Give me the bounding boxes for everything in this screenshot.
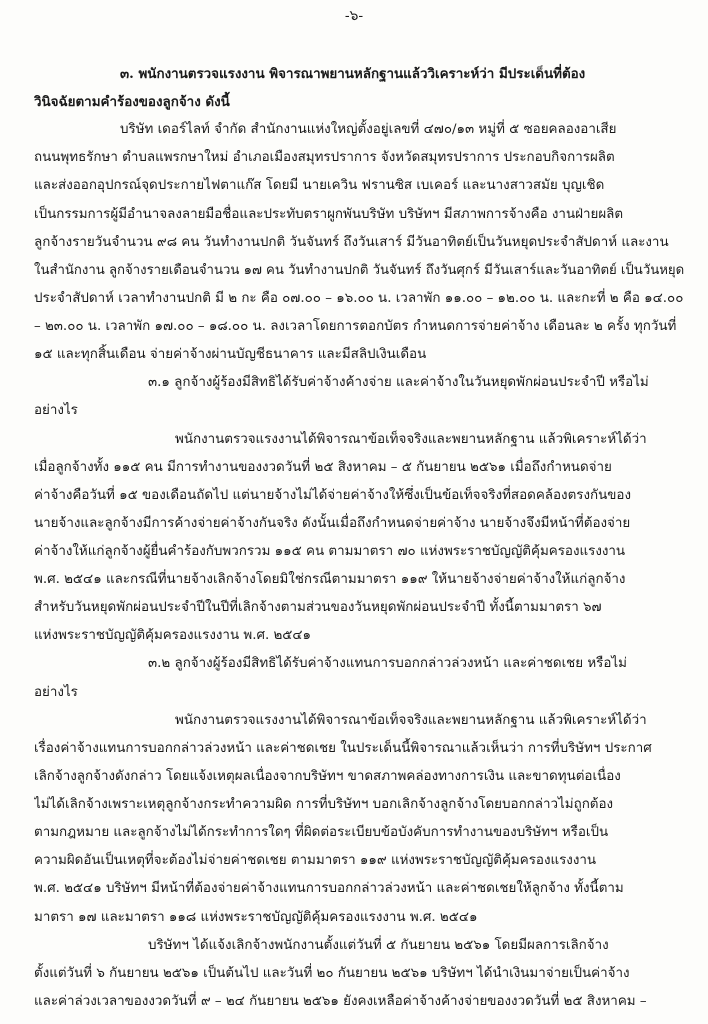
paragraph-line: เลิกจ้างลูกจ้างดังกล่าว โดยแจ้งเหตุผลเนื่องจากบริษัทฯ ขาดสภาพคล่องทางการเงิน และขาดทุนต่อเนื่อง — [34, 769, 621, 784]
paragraph-line: ค่าจ้างให้แก่ลูกจ้างผู้ยื่นคำร้องกับพวกรวม ๑๑๕ คน ตามมาตรา ๗๐ แห่งพระราชบัญญัติคุ้มครองแรงงาน — [34, 544, 626, 559]
paragraph-line: – ๒๓.๐๐ น. เวลาพัก ๑๗.๐๐ – ๑๘.๐๐ น. ลงเวลาโดยการตอกบัตร กำหนดการจ่ายค่าจ้าง เดือนละ ๒ ครั้ง ทุกวันที่ — [34, 319, 677, 334]
paragraph-line: ในสำนักงาน ลูกจ้างรายเดือนจำนวน ๑๗ คน วันทำงานปกติ วันจันทร์ ถึงวันศุกร์ มีวันเสาร์และวันอาทิตย์ เป็นวันหยุด — [34, 263, 685, 278]
paragraph-line: พนักงานตรวจแรงงานได้พิจารณาข้อเท็จจริงและพยานหลักฐาน แล้วพิเคราะห์ได้ว่า — [175, 432, 647, 447]
paragraph-line: เรื่องค่าจ้างแทนการบอกกล่าวล่วงหน้า และค่าชดเชย ในประเด็นนี้พิจารณาแล้วเห็นว่า การที่บริษัทฯ ประกาศ — [34, 741, 652, 756]
paragraph-line: ความผิดอันเป็นเหตุที่จะต้องไม่จ่ายค่าชดเชย ตามมาตรา ๑๑๙ แห่งพระราชบัญญัติคุ้มครองแรงงาน — [34, 853, 597, 868]
paragraph-line: พ.ศ. ๒๕๔๑ บริษัทฯ มีหน้าที่ต้องจ่ายค่าจ้างแทนการบอกกล่าวล่วงหน้า และค่าชดเชยให้ลูกจ้าง ทั้งนี้ตาม — [34, 881, 624, 896]
subsection-heading: ๓.๑ ลูกจ้างผู้ร้องมีสิทธิได้รับค่าจ้างค้างจ่าย และค่าจ้างในวันหยุดพักผ่อนประจำปี หรือไม่ — [148, 375, 649, 390]
section-heading: ๓. พนักงานตรวจแรงงาน พิจารณาพยานหลักฐานแล้ววิเคราะห์ว่า มีประเด็นที่ต้อง — [120, 66, 586, 82]
paragraph-line: พ.ศ. ๒๕๔๑ และกรณีที่นายจ้างเลิกจ้างโดยมิใช่กรณีตามมาตรา ๑๑๙ ให้นายจ้างจ่ายค่าจ้างให้แก่ลูกจ้าง — [34, 572, 626, 587]
paragraph-line: ตั้งแต่วันที่ ๖ กันยายน ๒๕๖๑ เป็นต้นไป และวันที่ ๒๐ กันยายน ๒๕๖๑ บริษัทฯ ได้นำเงินมาจ่ายเป็นค่าจ้าง — [34, 966, 630, 981]
paragraph-line: พนักงานตรวจแรงงานได้พิจารณาข้อเท็จจริงและพยานหลักฐาน แล้วพิเคราะห์ได้ว่า — [175, 713, 647, 728]
paragraph-line: และส่งออกอุปกรณ์จุดประกายไฟตาแก๊ส โดยมี นายเควิน ฟรานซิส เบเคอร์ และนางสาวสมัย บุญเชิด — [34, 178, 605, 193]
paragraph-line: แห่งพระราชบัญญัติคุ้มครองแรงงาน พ.ศ. ๒๕๔๑ — [34, 628, 312, 643]
paragraph-line: บริษัท เดอร์ไลท์ จำกัด สำนักงานแห่งใหญ่ตั้งอยู่เลขที่ ๔๗๐/๑๓ หมู่ที่ ๕ ซอยคลองอาเสีย — [120, 122, 617, 137]
page-number: -๖- — [344, 8, 364, 24]
paragraph-line: ลูกจ้างรายวันจำนวน ๙๘ คน วันทำงานปกติ วันจันทร์ ถึงวันเสาร์ มีวันอาทิตย์เป็นวันหยุดประจำสัปดาห์ และงาน — [34, 235, 669, 250]
paragraph-line: บริษัทฯ ได้แจ้งเลิกจ้างพนักงานตั้งแต่วันที่ ๕ กันยายน ๒๕๖๑ โดยมีผลการเลิกจ้าง — [148, 938, 609, 953]
paragraph-line: ค่าจ้างคือวันที่ ๑๕ ของเดือนถัดไป แต่นายจ้างไม่ได้จ่ายค่าจ้างให้ซึ่งเป็นข้อเท็จจริงที่สอดคล้องตรงกันของ — [34, 488, 632, 503]
subsection-heading: อย่างไร — [34, 403, 78, 418]
subsection-heading: อย่างไร — [34, 685, 78, 700]
paragraph-line: และค่าล่วงเวลาของงวดวันที่ ๙ – ๒๔ กันยายน ๒๕๖๑ ยังคงเหลือค่าจ้างค้างจ่ายของงวดวันที่ ๒๕ สิงหาคม – — [34, 994, 647, 1009]
subsection-heading: ๓.๒ ลูกจ้างผู้ร้องมีสิทธิได้รับค่าจ้างแทนการบอกกล่าวล่วงหน้า และค่าชดเชย หรือไม่ — [148, 656, 627, 671]
paragraph-line: ถนนพุทธรักษา ตำบลแพรกษาใหม่ อำเภอเมืองสมุทรปราการ จังหวัดสมุทรปราการ ประกอบกิจการผลิต — [34, 150, 615, 165]
paragraph-line: เป็นกรรมการผู้มีอำนาจลงลายมือชื่อและประทับตราผูกพันบริษัท บริษัทฯ มีสภาพการจ้างคือ งานฝ่ายผลิต — [34, 207, 624, 222]
paragraph-line: ไม่ได้เลิกจ้างเพราะเหตุลูกจ้างกระทำความผิด การที่บริษัทฯ บอกเลิกจ้างลูกจ้างโดยบอกกล่าวไม่ถูกต้อง — [34, 797, 614, 812]
paragraph-line: เมื่อลูกจ้างทั้ง ๑๑๕ คน มีการทำงานของงวดวันที่ ๒๕ สิงหาคม – ๕ กันยายน ๒๕๖๑ เมื่อถึงกำหนดจ่าย — [34, 460, 612, 475]
paragraph-line: ประจำสัปดาห์ เวลาทำงานปกติ มี ๒ กะ คือ ๐๗.๐๐ – ๑๖.๐๐ น. เวลาพัก ๑๑.๐๐ – ๑๒.๐๐ น. และกะที่ ๒ คือ ๑๔.๐๐ — [34, 291, 684, 306]
paragraph-line: นายจ้างและลูกจ้างมีการค้างจ่ายค่าจ้างกันจริง ดังนั้นเมื่อถึงกำหนดจ่ายค่าจ้าง นายจ้างจึงมีหน้าที่ต้องจ่าย — [34, 516, 631, 531]
paragraph-line: สำหรับวันหยุดพักผ่อนประจำปีในปีที่เลิกจ้างตามส่วนของวันหยุดพักผ่อนประจำปี ทั้งนี้ตามมาตรา ๖๗ — [34, 600, 602, 615]
paragraph-line: ๑๕ และทุกสิ้นเดือน จ่ายค่าจ้างผ่านบัญชีธนาคาร และมีสลิปเงินเดือน — [34, 347, 427, 362]
section-heading: วินิจฉัยตามคำร้องของลูกจ้าง ดังนี้ — [34, 94, 230, 110]
paragraph-line: มาตรา ๑๗ และมาตรา ๑๑๘ แห่งพระราชบัญญัติคุ้มครองแรงงาน พ.ศ. ๒๕๔๑ — [34, 910, 478, 925]
paragraph-line: ตามกฎหมาย และลูกจ้างไม่ได้กระทำการใดๆ ที่ผิดต่อระเบียบข้อบังคับการทำงานของบริษัทฯ หรือเป็น — [34, 825, 609, 840]
